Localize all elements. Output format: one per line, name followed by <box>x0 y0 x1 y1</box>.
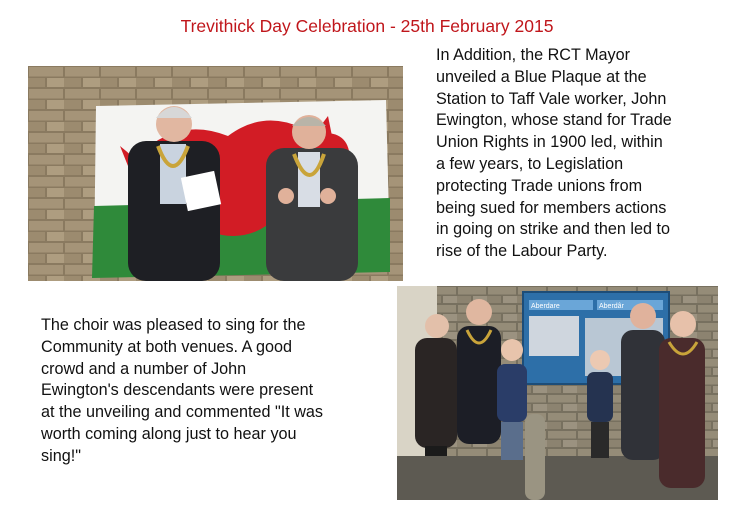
blue-plaque-photo <box>397 286 718 500</box>
page-title: Trevithick Day Celebration - 25th February 2015 <box>180 16 554 36</box>
plaque-description-text: In Addition, the RCT Mayor unveiled a Blue Plaque at the Station to Taff Vale worker, John Ewington, whose stand for Trade Union Rights in 1900 led, within a few years, to Legislation protecting Trade unions from being sued for members actions in going on strike and then led to rise of the Labour Party. <box>436 46 672 261</box>
choir-description-text: The choir was pleased to sing for the Community at both venues. A good crowd and a number of John Ewington's descendants were present at the unveiling and commented "It was worth coming along just to hear you sing!" <box>41 316 323 465</box>
board-heading-left: Aberdare <box>531 303 560 310</box>
welsh-flag-photo <box>28 66 403 281</box>
board-heading-right: Aberdâr <box>599 303 624 310</box>
